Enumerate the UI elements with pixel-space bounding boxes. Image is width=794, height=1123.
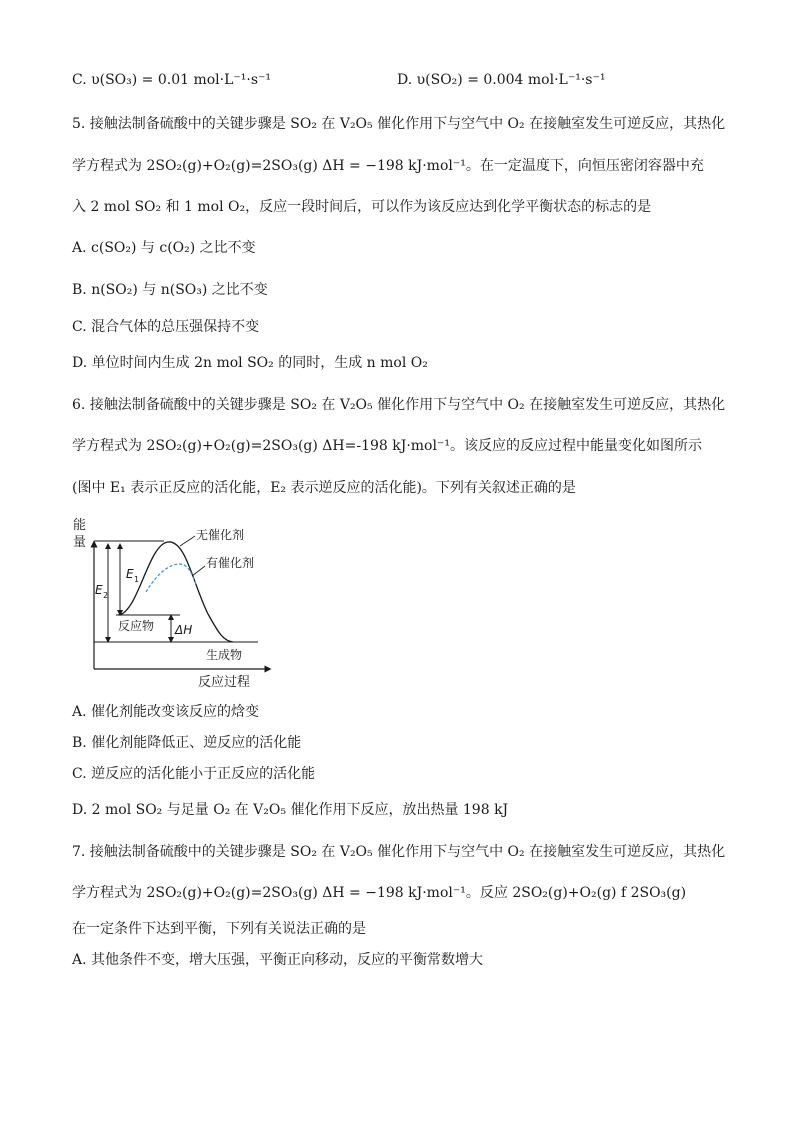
q5-option-c: C. 混合气体的总压强保持不变 [72,319,260,335]
q6-stem-line-1: 6. 接触法制备硫酸中的关键步骤是 SO₂ 在 V₂O₅ 催化作用下与空气中 O₂ 在接触室发生可逆反应，其热化 [72,397,726,413]
q7-stem-line-2: 学方程式为 2SO₂(g)+O₂(g)=2SO₃(g) ΔH = −198 kJ·mol⁻¹。反应 2SO₂(g)+O₂(g) f 2SO₃(g) [72,885,687,901]
delta-h-label: ΔH [175,623,193,637]
svg-text:2: 2 [103,591,109,600]
q7-stem-line-3: 在一定条件下达到平衡，下列有关说法正确的是 [72,921,366,937]
q7-stem-line-1: 7. 接触法制备硫酸中的关键步骤是 SO₂ 在 V₂O₅ 催化作用下与空气中 O₂ 在接触室发生可逆反应，其热化 [72,844,726,860]
svg-text:1: 1 [134,575,140,584]
x-axis-label: 反应过程 [198,675,251,690]
q5-stem-line-1: 5. 接触法制备硫酸中的关键步骤是 SO₂ 在 V₂O₅ 催化作用下与空气中 O₂ 在接触室发生可逆反应，其热化 [72,116,726,132]
q5-stem-line-3: 入 2 mol SO₂ 和 1 mol O₂，反应一段时间后，可以作为该反应达到化学平衡状态的标志的是 [72,199,652,215]
reactants-label: 反应物 [118,619,155,633]
q7-option-a: A. 其他条件不变，增大压强，平衡正向移动，反应的平衡常数增大 [72,952,484,968]
q6-option-b: B. 催化剂能降低正、逆反应的活化能 [72,735,302,751]
e1-label: E [126,567,134,581]
energy-profile-diagram [68,514,278,692]
y-axis-label-2: 量 [73,535,87,550]
q6-option-d: D. 2 mol SO₂ 与足量 O₂ 在 V₂O₅ 催化作用下反应，放出热量 198 kJ [72,802,509,818]
q4-option-c: C. υ(SO₃) = 0.01 mol·L⁻¹·s⁻¹ [72,72,272,88]
q6-stem-line-3: (图中 E₁ 表示正反应的活化能，E₂ 表示逆反应的活化能)。下列有关叙述正确的是 [72,480,576,496]
q5-option-b: B. n(SO₂) 与 n(SO₃) 之比不变 [72,282,268,298]
q5-option-a: A. c(SO₂) 与 c(O₂) 之比不变 [72,240,256,256]
q5-option-d: D. 单位时间内生成 2n mol SO₂ 的同时，生成 n mol O₂ [72,355,428,371]
products-label: 生成物 [206,648,243,662]
q4-option-d: D. υ(SO₂) = 0.004 mol·L⁻¹·s⁻¹ [397,72,606,88]
catalyzed-label: 有催化剂 [206,556,255,570]
catalyzed-curve [146,564,196,592]
q6-option-c: C. 逆反应的活化能小于正反应的活化能 [72,766,316,782]
y-axis-label-1: 能 [73,518,87,533]
e2-label: E [95,583,103,597]
q6-stem-line-2: 学方程式为 2SO₂(g)+O₂(g)=2SO₃(g) ΔH=-198 kJ·mol⁻¹。该反应的反应过程中能量变化如图所示 [72,438,702,454]
q5-stem-line-2: 学方程式为 2SO₂(g)+O₂(g)=2SO₃(g) ΔH = −198 kJ·mol⁻¹。在一定温度下，向恒压密闭容器中充 [72,158,704,174]
q6-option-a: A. 催化剂能改变该反应的焓变 [72,704,260,720]
uncatalyzed-label: 无催化剂 [196,528,245,542]
